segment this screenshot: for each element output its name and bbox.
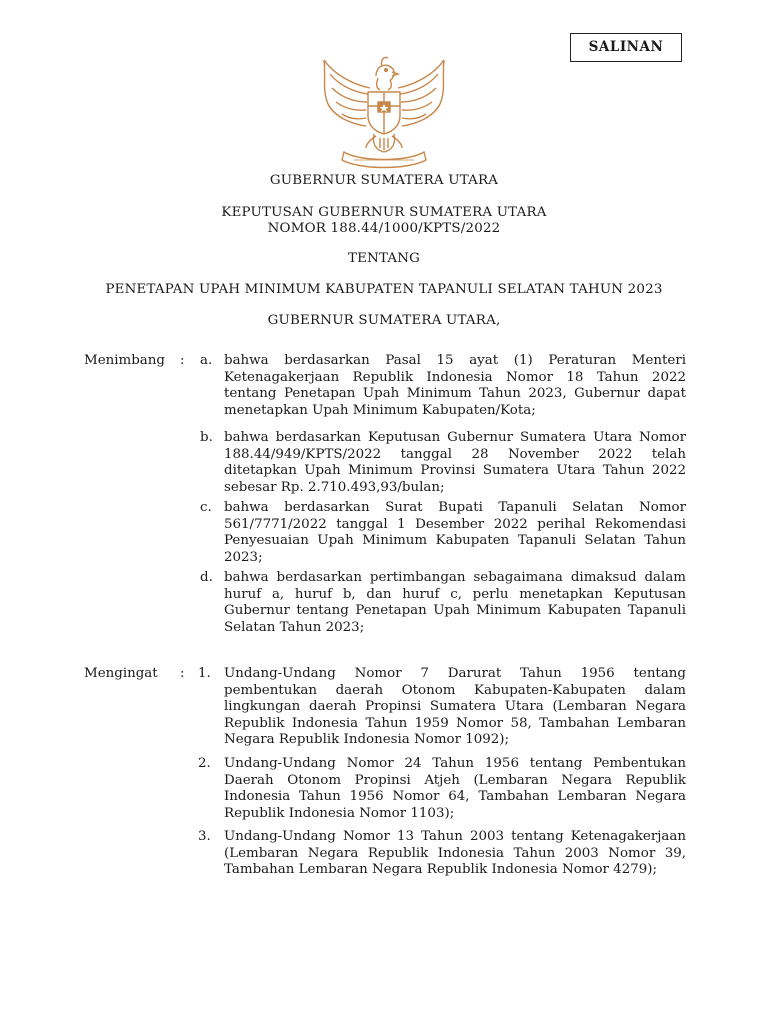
mengingat-label: Mengingat [84, 666, 158, 681]
mengingat-item-text: Undang-Undang Nomor 7 Darurat Tahun 1956 tentang pembentukan daerah Otonom Kabupaten-Kabupaten dalam lingkungan daerah Propinsi Sumatera Utara (Lembaran Negara Republik Indonesia Tahun 1959 Nomor 58, Tambahan Lembaran Negara Republik Indonesia Nomor 1092); [224, 666, 686, 748]
menimbang-label: Menimbang [84, 353, 165, 368]
menimbang-item-mark: a. [200, 353, 213, 368]
mengingat-item-text: Undang-Undang Nomor 13 Tahun 2003 tentang Ketenagakerjaan (Lembaran Negara Republik Indonesia Tahun 2003 Nomor 39, Tambahan Lembaran Negara Republik Indonesia Nomor 4279); [224, 829, 686, 878]
menimbang-item-text: bahwa berdasarkan Surat Bupati Tapanuli Selatan Nomor 561/7771/2022 tanggal 1 Desember 2022 perihal Rekomendasi Penyesuaian Upah Minimum Kabupaten Tapanuli Selatan Tahun 2023; [224, 500, 686, 565]
menimbang-colon: : [180, 353, 185, 368]
issuer-heading: GUBERNUR SUMATERA UTARA, [267, 313, 501, 328]
mengingat-item-mark: 2. [198, 756, 211, 771]
menimbang-item-text: bahwa berdasarkan pertimbangan sebagaimana dimaksud dalam huruf a, huruf b, dan huruf c, perlu menetapkan Keputusan Gubernur tentang Penetapan Upah Minimum Kabupaten Tapanuli Selatan Tahun 2023; [224, 570, 686, 635]
mengingat-item-mark: 3. [198, 829, 211, 844]
menimbang-item-text: bahwa berdasarkan Pasal 15 ayat (1) Peraturan Menteri Ketenagakerjaan Republik Indonesia Nomor 18 Tahun 2022 tentang Penetapan Upah Minimum Tahun 2023, Gubernur dapat menetapkan Upah Minimum Kabupaten/Kota; [224, 353, 686, 418]
garuda-pancasila-emblem-icon [310, 54, 458, 172]
mengingat-colon: : [180, 666, 185, 681]
salinan-stamp: SALINAN [570, 33, 682, 62]
menimbang-item-mark: b. [200, 430, 213, 445]
decree-number: NOMOR 188.44/1000/KPTS/2022 [267, 221, 501, 236]
mengingat-item-mark: 1. [198, 666, 211, 681]
menimbang-item-mark: d. [200, 570, 213, 585]
about-heading: TENTANG [347, 251, 421, 266]
menimbang-item-text: bahwa berdasarkan Keputusan Gubernur Sumatera Utara Nomor 188.44/949/KPTS/2022 tanggal 28 November 2022 telah ditetapkan Upah Minimum Provinsi Sumatera Utara Tahun 2022 sebesar Rp. 2.710.493,93/bulan; [224, 430, 686, 495]
mengingat-item-text: Undang-Undang Nomor 24 Tahun 1956 tentang Pembentukan Daerah Otonom Propinsi Atjeh (Lembaran Negara Republik Indonesia Tahun 1956 Nomor 64, Tambahan Lembaran Negara Republik Indonesia Nomor 1103); [224, 756, 686, 821]
governor-heading: GUBERNUR SUMATERA UTARA [269, 173, 499, 188]
menimbang-item-mark: c. [200, 500, 212, 515]
decree-subject: PENETAPAN UPAH MINIMUM KABUPATEN TAPANULI SELATAN TAHUN 2023 [105, 282, 663, 297]
decree-title: KEPUTUSAN GUBERNUR SUMATERA UTARA [221, 205, 547, 220]
